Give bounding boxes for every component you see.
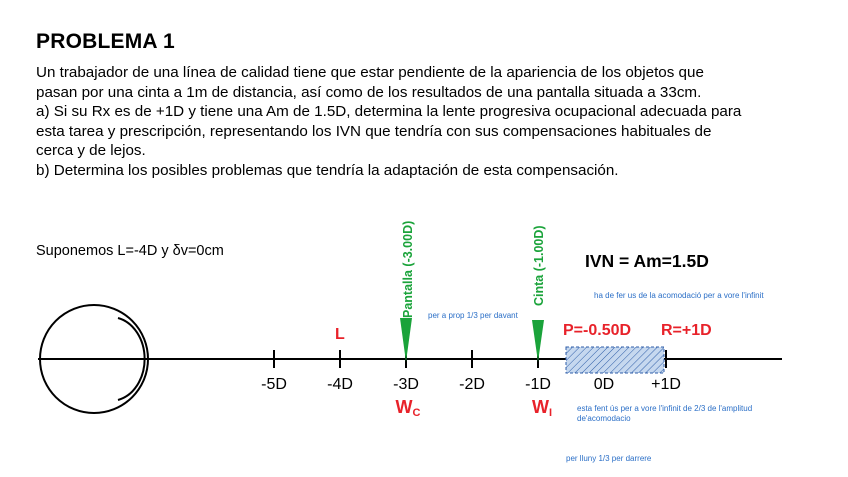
problem-title: PROBLEMA 1	[36, 30, 175, 53]
statement-line: cerca y de lejos.	[36, 142, 146, 160]
tick-label: -1D	[525, 376, 551, 393]
statement-line: pasan por una cinta a 1m de distancia, así como de los resultados de una pantalla situada a 33cm.	[36, 83, 702, 101]
note-lluny: per lluny 1/3 per darrere	[566, 454, 652, 463]
r-label: R=+1D	[661, 322, 712, 339]
wc-main: W	[395, 397, 413, 417]
tick-label: -2D	[459, 376, 485, 393]
note-prop: per a prop 1/3 per davant	[428, 311, 518, 320]
note-infinit-line: de'acomodacio	[577, 414, 631, 423]
tick-label: -5D	[261, 376, 287, 393]
tick-label: 0D	[593, 376, 615, 393]
tick-label: -4D	[327, 376, 353, 393]
note-infinit-line: esta fent ús per a vore l'infinit de 2/3 de l'amplitud	[577, 404, 753, 413]
wi-main: W	[531, 397, 549, 417]
cinta-arrow-icon	[532, 320, 544, 362]
tick-label: +1D	[651, 376, 681, 393]
wi-sub: I	[548, 407, 553, 419]
statement-line: Un trabajador de una línea de calidad tiene que estar pendiente de la apariencia de los objetos que	[36, 64, 704, 81]
note-lejos: ha de fer us de la acomodació per a vore l'infinit	[594, 291, 764, 300]
statement-line: esta tarea y prescripción, representando los IVN que tendría con sus compensaciones habituales de	[36, 122, 712, 140]
pantalla-arrow-icon	[400, 318, 412, 362]
wc-sub: C	[412, 407, 421, 419]
pantalla-label: Pantalla (-3.00D)	[401, 220, 415, 318]
statement-line: b) Determina los posibles problemas que tendría la adaptación de esta compensación.	[36, 161, 619, 179]
assumption-text: Suponemos L=-4D y δv=0cm	[36, 243, 224, 259]
statement-line: a) Si su Rx es de +1D y tiene una Am de 1.5D, determina la lente progresiva ocupacional adecuada para	[36, 103, 742, 121]
cinta-label: Cinta (-1.00D)	[532, 225, 546, 306]
p-label: P=-0.50D	[563, 322, 632, 339]
tick-label: -3D	[393, 376, 419, 393]
l-label: L	[335, 326, 345, 343]
ivn-label: IVN = Am=1.5D	[585, 251, 709, 271]
ivn-interval	[566, 347, 664, 373]
